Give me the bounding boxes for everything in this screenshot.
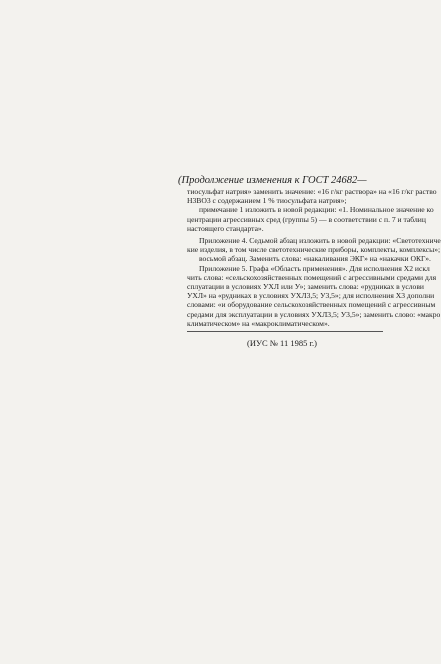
text-line: климатическом» на «макроклиматическом». [187, 318, 330, 328]
text-line: кие изделия, в том числе светотехнические приборы, комплекты, комплексы»; [187, 245, 441, 255]
text-line: Приложение 4. Седьмой абзац изложить в новой редакции: «Светотехниче [199, 236, 441, 246]
amendment-text [187, 187, 441, 328]
continuation-header: (Продолжение изменения к ГОСТ 24682— [178, 175, 367, 186]
text-line: средами для эксплуатации в условиях УХЛ3,5; У3,5»; заменить слово: «макро [187, 309, 441, 319]
text-line: центрации агрессивных сред (группы 5) — в соответствии с п. 7 и таблиц [187, 214, 426, 224]
text-line: H3BO3 с содержанием 1 % тиосульфата натрия»; [187, 196, 347, 206]
text-line: примечание 1 изложить в новой редакции: «1. Номинальное значение ко [199, 205, 434, 215]
text-line: настоящего стандарта». [187, 223, 264, 233]
citation-source: (ИУС № 11 1985 г.) [247, 338, 317, 348]
text-line: УХЛ» на «рудниках в условиях УХЛ3,5; У3,5»; для исполнения Х3 дополни [187, 291, 435, 301]
text-line: чить слова: «сельскохозяйственных помещений с агрессивными средами для [187, 272, 437, 282]
text-line: тиосульфат натрия» заменить значение: «16 г/кг раствора» на «16 г/кг раство [187, 187, 437, 196]
text-line: сплуатации в условиях УХЛ или У»; заменить слова: «рудниках в услови [187, 282, 424, 292]
text-line: Приложение 5. Графа «Область применения». Для исполнения Х2 искл [199, 263, 430, 273]
text-line: словами: «и оборудование сельскохозяйственных помещений с агрессивным [187, 300, 436, 310]
separator-rule [187, 331, 383, 332]
text-line: восьмой абзац. Заменить слова: «накаливания ЭКГ» на «накачки ОКГ». [199, 254, 431, 264]
